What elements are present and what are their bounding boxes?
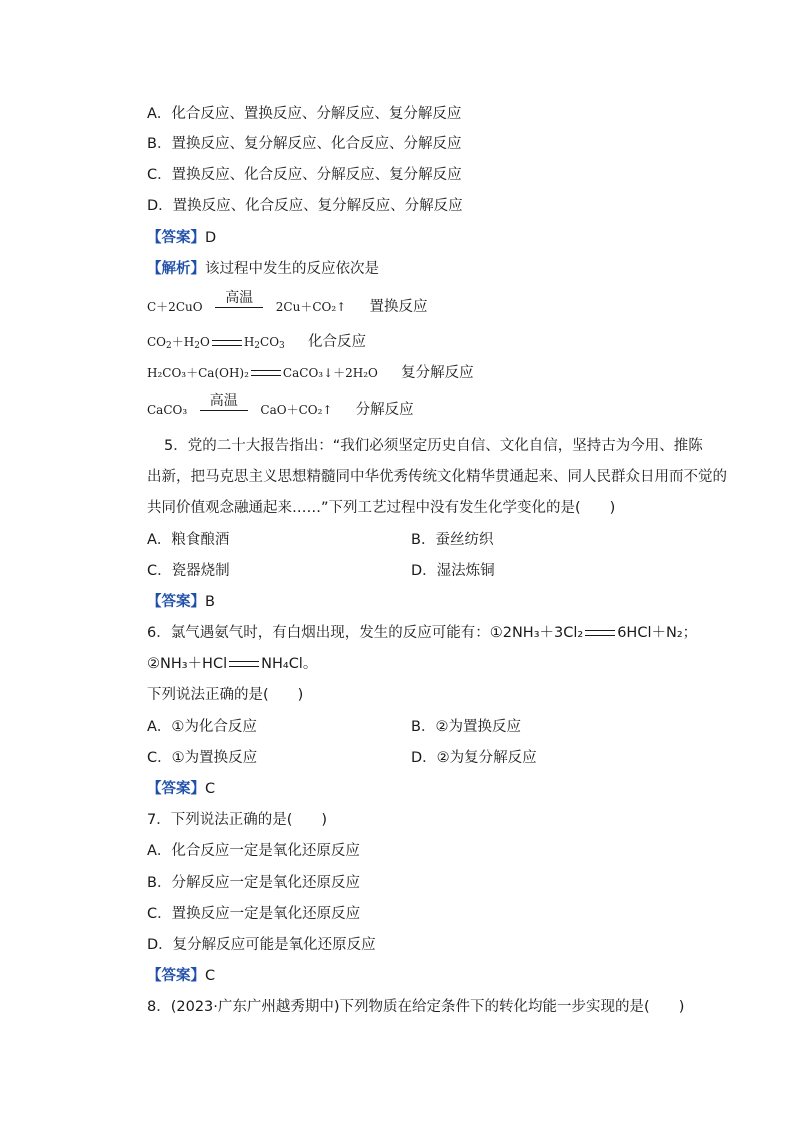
q6-option-b: B．②为置换反应 xyxy=(411,719,521,735)
q6-option-c: C．①为置换反应 xyxy=(147,750,258,766)
reaction-3 xyxy=(147,363,474,383)
q4-analysis xyxy=(147,259,379,279)
q5-answer xyxy=(147,592,215,612)
equals-sign xyxy=(229,661,259,667)
q6-option-d: D．②为复分解反应 xyxy=(411,750,537,766)
answer-tag: 【答案】 xyxy=(147,594,205,610)
q5-stem-line-1: 5．党的二十大报告指出：“我们必须坚定历史自信、文化自信，坚持古为今用、推陈 xyxy=(164,438,703,454)
condition-label: 高温 xyxy=(225,290,254,306)
analysis-text: 该过程中发生的反应依次是 xyxy=(205,261,379,277)
reaction-1-type: 置换反应 xyxy=(369,299,428,315)
reaction-1-right: 2Cu＋CO₂↑ xyxy=(275,300,347,314)
answer-tag: 【答案】 xyxy=(147,781,205,797)
q4-option-a: A．化合反应、置换反应、分解反应、复分解反应 xyxy=(147,106,462,122)
q7-stem: 7．下列说法正确的是( ) xyxy=(147,812,328,828)
reaction-3-type: 复分解反应 xyxy=(401,365,474,381)
q5-stem-line-2: 出新，把马克思主义思想精髓同中华优秀传统文化精华贯通起来、同人民群众日用而不觉的 xyxy=(147,469,727,485)
q4-answer xyxy=(147,228,216,248)
equals-sign xyxy=(251,370,281,376)
reaction-condition-arrow xyxy=(213,290,265,317)
reaction-condition-arrow xyxy=(198,393,250,420)
q7-option-a: A．化合反应一定是氧化还原反应 xyxy=(147,843,360,859)
reaction-4 xyxy=(147,393,414,420)
reaction-2 xyxy=(147,332,366,356)
answer-value: C xyxy=(205,781,216,797)
reaction-1-left: C＋2CuO xyxy=(147,300,203,314)
reaction-4-type: 分解反应 xyxy=(355,402,414,418)
q5-stem-line-3: 共同价值观念融通起来……”下列工艺过程中没有发生化学变化的是( ) xyxy=(147,500,616,516)
q4-option-c: C．置换反应、化合反应、分解反应、复分解反应 xyxy=(147,167,462,183)
reaction-4-right: CaO＋CO₂↑ xyxy=(260,403,333,417)
reaction-2-formula: $CO_2+H_2O$ $H_2CO_3$ xyxy=(147,335,285,351)
q7-answer xyxy=(147,966,215,986)
reaction-3-left: H₂CO₃＋Ca(OH)₂ xyxy=(147,366,249,380)
equals-sign xyxy=(585,630,615,636)
condition-label: 高温 xyxy=(209,393,238,409)
analysis-tag: 【解析】 xyxy=(147,261,205,277)
reaction-4-left: CaCO₃ xyxy=(147,403,188,417)
reaction-2-type: 化合反应 xyxy=(308,334,366,350)
q7-option-d: D．复分解反应可能是氧化还原反应 xyxy=(147,937,376,953)
q6-stem-line-2: ②NH₃＋HCl NH₄Cl。 xyxy=(147,656,318,672)
q5-option-d: D．湿法炼铜 xyxy=(411,563,495,579)
q5-option-c: C．瓷器烧制 xyxy=(147,563,230,579)
q6-stem-line-1: 6．氯气遇氨气时，有白烟出现，发生的反应可能有：①2NH₃＋3Cl₂ 6HCl＋N₂； xyxy=(147,625,698,641)
q6-option-a: A．①为化合反应 xyxy=(147,719,257,735)
q6-answer xyxy=(147,779,215,799)
reaction-1 xyxy=(147,290,428,317)
answer-value: C xyxy=(205,968,216,984)
equals-sign xyxy=(212,340,242,346)
answer-value: D xyxy=(205,230,217,246)
q5-option-a: A．粮食酿酒 xyxy=(147,532,230,548)
answer-value: B xyxy=(205,594,215,610)
q4-option-d: D．置换反应、化合反应、复分解反应、分解反应 xyxy=(147,198,463,214)
q7-option-c: C．置换反应一定是氧化还原反应 xyxy=(147,906,361,922)
answer-tag: 【答案】 xyxy=(147,230,205,246)
q4-option-b: B．置换反应、复分解反应、化合反应、分解反应 xyxy=(147,136,462,152)
q6-stem-line-3: 下列说法正确的是( ) xyxy=(147,687,304,703)
answer-tag: 【答案】 xyxy=(147,968,205,984)
q5-option-b: B．蚕丝纺织 xyxy=(411,532,494,548)
q8-stem: 8．(2023·广东广州越秀期中)下列物质在给定条件下的转化均能一步实现的是( ) xyxy=(147,999,685,1015)
reaction-3-right: CaCO₃↓＋2H₂O xyxy=(282,366,378,380)
q7-option-b: B．分解反应一定是氧化还原反应 xyxy=(147,875,360,891)
